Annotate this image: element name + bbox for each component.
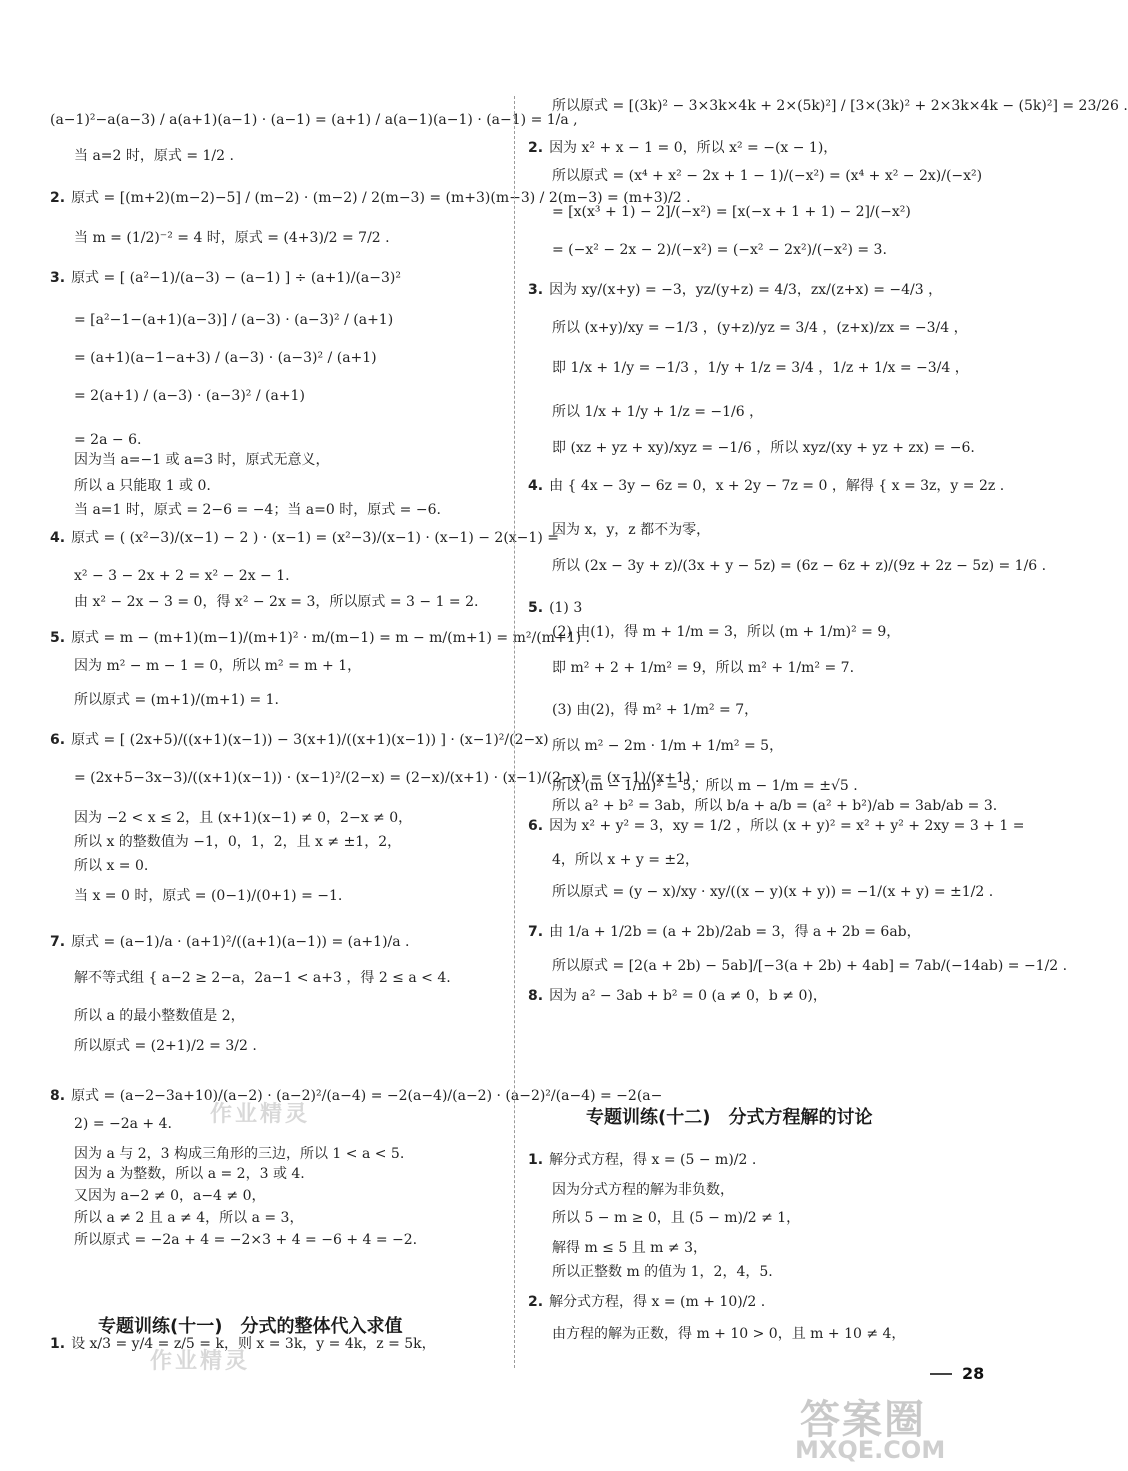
answer-line bbox=[552, 1262, 773, 1282]
question-number: 2. bbox=[528, 1294, 544, 1310]
answer-text: 当 x = 0 时，原式 = (0−1)/(0+1) = −1. bbox=[74, 888, 343, 904]
answer-text: 所以正整数 m 的值为 1，2，4，5. bbox=[552, 1264, 773, 1280]
question-number: 5. bbox=[528, 600, 544, 616]
question-number: 8. bbox=[50, 1088, 66, 1104]
answer-text: (a−1)²−a(a−3) / a(a+1)(a−1) · (a−1) = (a+1) / a(a−1)(a−1) · (a−1) = 1/a , bbox=[50, 112, 578, 128]
answer-line bbox=[74, 1230, 417, 1250]
answer-line bbox=[552, 240, 887, 260]
question-number: 7. bbox=[50, 934, 66, 950]
answer-line bbox=[74, 386, 305, 406]
answer-line bbox=[74, 808, 412, 828]
answer-line bbox=[552, 776, 858, 796]
answer-text: 所以原式 = −2a + 4 = −2×3 + 4 = −6 + 4 = −2. bbox=[74, 1232, 418, 1248]
answer-line bbox=[528, 1292, 765, 1312]
answer-line bbox=[50, 528, 559, 548]
answer-text: 原式 = [ (a²−1)/(a−3) − (a−1) ] ÷ (a+1)/(a−3)² bbox=[71, 270, 401, 286]
answer-line bbox=[552, 1324, 905, 1344]
question-number: 4. bbox=[528, 478, 544, 494]
answer-text: 即 (xz + yz + xy)/xyz = −1/6 ，所以 xyz/(xy + yz + zx) = −6. bbox=[552, 440, 975, 456]
answer-text: 所以 a² + b² = 3ab，所以 b/a + a/b = (a² + b²)/ab = 3ab/ab = 3. bbox=[552, 798, 998, 814]
answer-line bbox=[552, 736, 783, 756]
answer-line bbox=[74, 968, 451, 988]
answer-line bbox=[74, 1208, 303, 1228]
answer-line bbox=[74, 656, 361, 676]
answer-text: 所以 (x+y)/xy = −1/3 ，(y+z)/yz = 3/4 ，(z+x)/zx = −3/4 ， bbox=[552, 320, 968, 336]
answer-line bbox=[74, 690, 279, 710]
answer-text: 因为 −2 < x ≤ 2，且 (x+1)(x−1) ≠ 0，2−x ≠ 0， bbox=[74, 810, 413, 826]
answer-line bbox=[552, 956, 1067, 976]
answer-text: 因为 a 为整数，所以 a = 2，3 或 4. bbox=[74, 1166, 305, 1182]
answer-line bbox=[50, 268, 401, 288]
answer-text: 所以 a 只能取 1 或 0. bbox=[74, 478, 211, 494]
answer-line bbox=[552, 850, 699, 870]
answer-text: 又因为 a−2 ≠ 0，a−4 ≠ 0， bbox=[74, 1188, 266, 1204]
question-number: 2. bbox=[50, 190, 66, 206]
answer-line bbox=[74, 310, 393, 330]
answer-text: 4，所以 x + y = ±2， bbox=[552, 852, 700, 868]
answer-line bbox=[528, 986, 827, 1006]
answer-text: 解分式方程，得 x = (5 − m)/2 . bbox=[549, 1152, 757, 1168]
answer-line bbox=[74, 228, 390, 248]
answer-text: 因为 xy/(x+y) = −3，yz/(y+z) = 4/3，zx/(z+x) = −4/3 ， bbox=[549, 282, 943, 298]
answer-line bbox=[74, 476, 211, 496]
answer-line bbox=[74, 1114, 172, 1134]
answer-line bbox=[74, 856, 148, 876]
answer-text: 2) = −2a + 4. bbox=[74, 1116, 172, 1132]
answer-text: 所以 m² − 2m · 1/m + 1/m² = 5， bbox=[552, 738, 784, 754]
answer-line bbox=[552, 658, 854, 678]
answer-text: 所以 1/x + 1/y + 1/z = −1/6 ， bbox=[552, 404, 764, 420]
column-divider bbox=[514, 96, 515, 1368]
answer-text: (3) 由(2)，得 m² + 1/m² = 7， bbox=[552, 702, 759, 718]
answer-text: = [x(x³ + 1) − 2]/(−x²) = [x(−x + 1 + 1) − 2]/(−x²) bbox=[552, 204, 911, 220]
answer-line bbox=[552, 700, 758, 720]
stamp-watermark: 作业精灵 bbox=[210, 1102, 311, 1127]
answer-line bbox=[528, 598, 582, 618]
answer-text: 即 m² + 2 + 1/m² = 9，所以 m² + 1/m² = 7. bbox=[552, 660, 855, 676]
answer-line bbox=[74, 348, 377, 368]
watermark-url: MXQE.COM bbox=[795, 1436, 946, 1464]
answer-text: 因为 x² + x − 1 = 0，所以 x² = −(x − 1)， bbox=[549, 140, 838, 156]
answer-line bbox=[552, 166, 982, 186]
answer-text: 当 m = (1/2)⁻² = 4 时，原式 = (4+3)/2 = 7/2 . bbox=[74, 230, 390, 246]
answer-line bbox=[552, 556, 1046, 576]
answer-line bbox=[528, 1150, 756, 1170]
answer-text: = (a+1)(a−1−a+3) / (a−3) · (a−3)² / (a+1) bbox=[74, 350, 377, 366]
answer-line bbox=[74, 1006, 245, 1026]
answer-line bbox=[50, 110, 578, 130]
answer-line bbox=[552, 1238, 707, 1258]
answer-text: 由 1/a + 1/2b = (a + 2b)/2ab = 3，得 a + 2b = 6ab， bbox=[549, 924, 921, 940]
answer-text: 因为 x² + y² = 3，xy = 1/2 ，所以 (x + y)² = x² + y² + 2xy = 3 + 1 = bbox=[549, 818, 1025, 834]
question-number: 5. bbox=[50, 630, 66, 646]
answer-line bbox=[74, 500, 441, 520]
answer-text: 原式 = (a−1)/a · (a+1)²/((a+1)(a−1)) = (a+1)/a . bbox=[71, 934, 410, 950]
question-number: 7. bbox=[528, 924, 544, 940]
answer-text: 所以原式 = (y − x)/xy · xy/((x − y)(x + y)) = −1/(x + y) = ±1/2 . bbox=[552, 884, 994, 900]
answer-line bbox=[74, 832, 401, 852]
answer-text: = 2a − 6. bbox=[74, 432, 142, 448]
answer-line bbox=[50, 1086, 662, 1106]
answer-text: 因为 a 与 2，3 构成三角形的三边，所以 1 < a < 5. bbox=[74, 1146, 405, 1162]
answer-text: 所以 5 − m ≥ 0，且 (5 − m)/2 ≠ 1， bbox=[552, 1210, 801, 1226]
answer-line bbox=[74, 430, 141, 450]
watermark-logo: 答案圈 bbox=[800, 1397, 926, 1443]
answer-text: = (−x² − 2x − 2)/(−x²) = (−x² − 2x²)/(−x²) = 3. bbox=[552, 242, 887, 258]
answer-line bbox=[74, 1144, 404, 1164]
answer-line bbox=[552, 622, 900, 642]
answer-text: 所以原式 = (x⁴ + x² − 2x + 1 − 1)/(−x²) = (x⁴ + x² − 2x)/(−x²) bbox=[552, 168, 983, 184]
stamp-watermark-lower: 作业精灵 bbox=[150, 1349, 251, 1374]
answer-text: x² − 3 − 2x + 2 = x² − 2x − 1. bbox=[74, 568, 290, 584]
answer-line bbox=[528, 816, 1024, 836]
answer-line bbox=[74, 146, 234, 166]
question-number: 6. bbox=[528, 818, 544, 834]
question-number: 3. bbox=[528, 282, 544, 298]
question-number: 3. bbox=[50, 270, 66, 286]
answer-text: 当 a=1 时，原式 = 2−6 = −4；当 a=0 时，原式 = −6. bbox=[74, 502, 441, 518]
answer-text: 因为当 a=−1 或 a=3 时，原式无意义， bbox=[74, 452, 330, 468]
answer-line bbox=[552, 358, 969, 378]
question-number: 8. bbox=[528, 988, 544, 1004]
answer-text: 所以原式 = (2+1)/2 = 3/2 . bbox=[74, 1038, 257, 1054]
answer-text: 所以原式 = [2(a + 2b) − 5ab]/[−3(a + 2b) + 4ab] = 7ab/(−14ab) = −1/2 . bbox=[552, 958, 1068, 974]
answer-line bbox=[528, 138, 837, 158]
answer-line bbox=[552, 438, 975, 458]
answer-text: 由方程的解为正数，得 m + 10 > 0，且 m + 10 ≠ 4， bbox=[552, 1326, 906, 1342]
answer-text: 所以原式 = (m+1)/(m+1) = 1. bbox=[74, 692, 280, 708]
answer-line bbox=[552, 796, 997, 816]
answer-line bbox=[74, 1164, 305, 1184]
answer-line bbox=[74, 592, 478, 612]
answer-text: 原式 = m − (m+1)(m−1)/(m+1)² · m/(m−1) = m − m/(m+1) = m²/(m+1) . bbox=[71, 630, 590, 646]
answer-text: 即 1/x + 1/y = −1/3 ，1/y + 1/z = 3/4 ，1/z + 1/x = −3/4 ， bbox=[552, 360, 969, 376]
answer-line bbox=[74, 886, 342, 906]
answer-text: 因为 a² − 3ab + b² = 0 (a ≠ 0，b ≠ 0)， bbox=[549, 988, 827, 1004]
answer-text: 由 { 4x − 3y − 6z = 0，x + 2y − 7z = 0 ，解得 { x = 3z，y = 2z . bbox=[549, 478, 1005, 494]
question-number: 4. bbox=[50, 530, 66, 546]
section-12-title: 专题训练(十二) 分式方程解的讨论 bbox=[586, 1107, 873, 1128]
answer-text: 解得 m ≤ 5 且 m ≠ 3， bbox=[552, 1240, 707, 1256]
answer-text: 所以 x = 0. bbox=[74, 858, 149, 874]
answer-text: 设 x/3 = y/4 = z/5 = k，则 x = 3k，y = 4k，z = 5k， bbox=[71, 1336, 436, 1352]
answer-line bbox=[552, 318, 968, 338]
question-number: 1. bbox=[50, 1336, 66, 1352]
page-number-dash bbox=[930, 1373, 952, 1375]
answer-text: (1) 3 bbox=[549, 600, 583, 616]
answer-line bbox=[552, 1180, 734, 1200]
page-number: 28 bbox=[962, 1364, 985, 1383]
answer-text: = [a²−1−(a+1)(a−3)] / (a−3) · (a−3)² / (a+1) bbox=[74, 312, 394, 328]
question-number: 6. bbox=[50, 732, 66, 748]
answer-text: = (2x+5−3x−3)/((x+1)(x−1)) · (x−1)²/(2−x) = (2−x)/(x+1) · (x−1)/(2−x) = (x−1)/(x+1) . bbox=[74, 770, 700, 786]
answer-text: 解分式方程，得 x = (m + 10)/2 . bbox=[549, 1294, 766, 1310]
answer-text: 所以 a 的最小整数值是 2， bbox=[74, 1008, 245, 1024]
answer-line bbox=[50, 730, 549, 750]
answer-text: 原式 = (a−2−3a+10)/(a−2) · (a−2)²/(a−4) = −2(a−4)/(a−2) · (a−2)²/(a−4) = −2(a− bbox=[71, 1088, 663, 1104]
answer-line bbox=[50, 932, 410, 952]
answer-text: 所以原式 = [(3k)² − 3×3k×4k + 2×(5k)²] / [3×(3k)² + 2×3k×4k − (5k)²] = 23/26 . bbox=[552, 98, 1128, 114]
answer-line bbox=[552, 402, 763, 422]
answer-line bbox=[74, 450, 330, 470]
answer-line bbox=[552, 882, 993, 902]
answer-line bbox=[528, 922, 921, 942]
answer-text: 所以 (2x − 3y + z)/(3x + y − 5z) = (6z − 6z + z)/(9z + 2z − 5z) = 1/6 . bbox=[552, 558, 1047, 574]
answer-text: 所以 a ≠ 2 且 a ≠ 4，所以 a = 3， bbox=[74, 1210, 304, 1226]
answer-text: 所以 (m − 1/m)² = 5，所以 m − 1/m = ±√5 . bbox=[552, 778, 858, 794]
question-number: 2. bbox=[528, 140, 544, 156]
answer-line bbox=[528, 476, 1004, 496]
answer-text: 原式 = [ (2x+5)/((x+1)(x−1)) − 3(x+1)/((x+1)(x−1)) ] · (x−1)²/(2−x) bbox=[71, 732, 549, 748]
answer-text: 因为分式方程的解为非负数， bbox=[552, 1182, 734, 1198]
answer-text: 原式 = [(m+2)(m−2)−5] / (m−2) · (m−2) / 2(m−3) = (m+3)(m−3) / 2(m−3) = (m+3)/2 . bbox=[71, 190, 691, 206]
answer-line bbox=[552, 96, 1128, 116]
answer-line bbox=[552, 520, 710, 540]
answer-line bbox=[74, 1036, 257, 1056]
question-number: 1. bbox=[528, 1152, 544, 1168]
answer-text: 因为 m² − m − 1 = 0，所以 m² = m + 1， bbox=[74, 658, 362, 674]
section-11-title: 专题训练(十一) 分式的整体代入求值 bbox=[98, 1316, 403, 1337]
answer-text: = 2(a+1) / (a−3) · (a−3)² / (a+1) bbox=[74, 388, 305, 404]
answer-text: (2) 由(1)，得 m + 1/m = 3，所以 (m + 1/m)² = 9， bbox=[552, 624, 901, 640]
answer-text: 因为 x，y，z 都不为零， bbox=[552, 522, 711, 538]
answer-line bbox=[552, 1208, 800, 1228]
answer-text: 当 a=2 时，原式 = 1/2 . bbox=[74, 148, 234, 164]
answer-line bbox=[74, 566, 290, 586]
answer-line bbox=[552, 202, 911, 222]
answer-text: 所以 x 的整数值为 −1，0，1，2，且 x ≠ ±1，2， bbox=[74, 834, 402, 850]
answer-line bbox=[50, 628, 590, 648]
answer-text: 原式 = ( (x²−3)/(x−1) − 2 ) · (x−1) = (x²−3)/(x−1) · (x−1) − 2(x−1) = bbox=[71, 530, 559, 546]
answer-text: 由 x² − 2x − 3 = 0，得 x² − 2x = 3，所以原式 = 3 − 1 = 2. bbox=[74, 594, 479, 610]
answer-line bbox=[528, 280, 942, 300]
answer-text: 解不等式组 { a−2 ≥ 2−a，2a−1 < a+3 ，得 2 ≤ a < 4. bbox=[74, 970, 451, 986]
answer-line bbox=[74, 1186, 266, 1206]
